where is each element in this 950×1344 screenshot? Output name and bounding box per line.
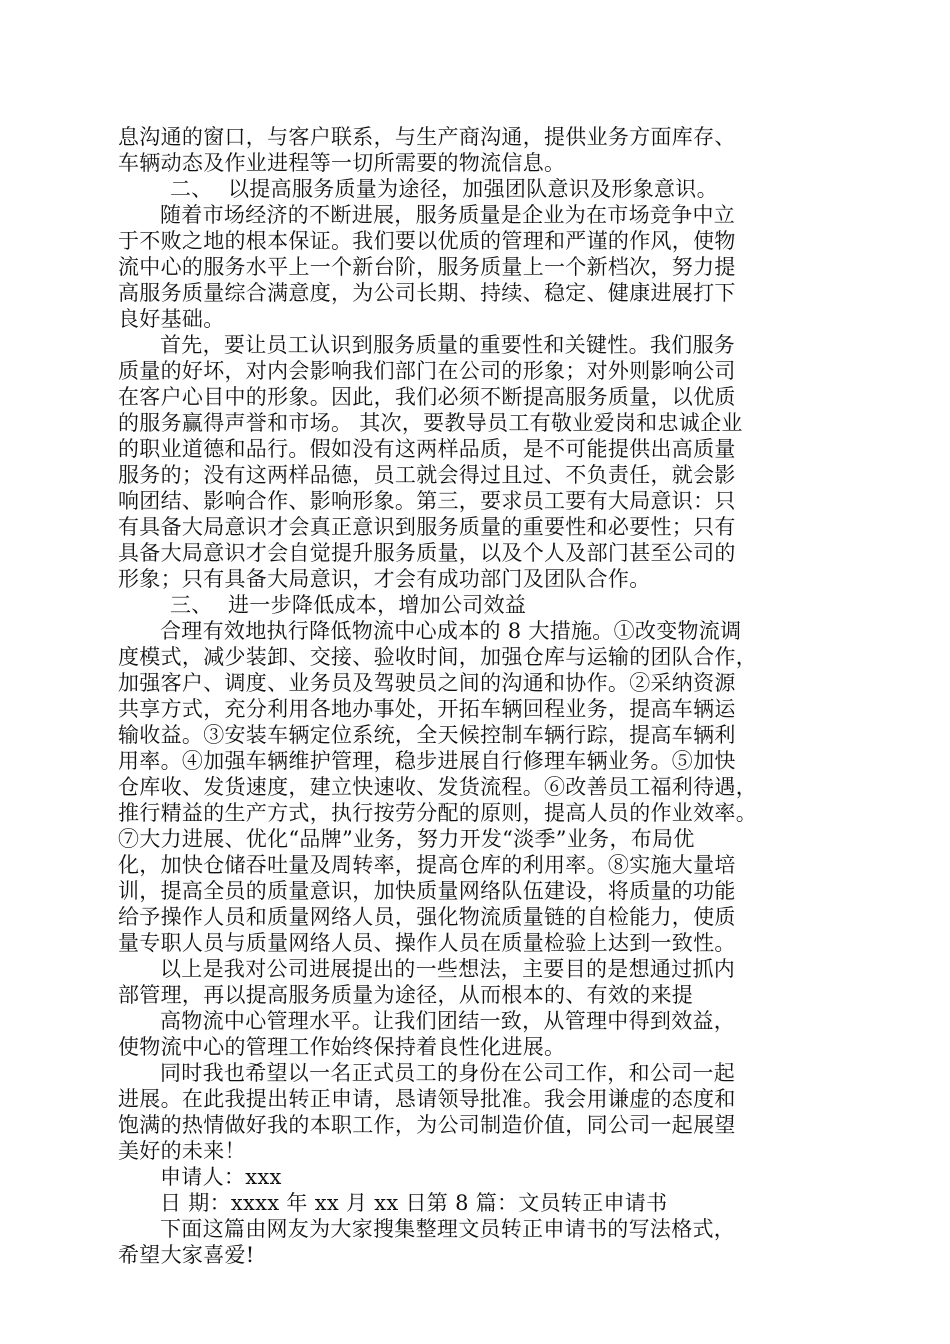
paragraph-line: 在客户心目中的形象。因此，我们必须不断提高服务质量，以优质 <box>118 385 736 409</box>
paragraph-line: 的职业道德和品行。假如没有这两样品质，是不可能提供出高质量 <box>118 437 736 461</box>
paragraph-line: 具备大局意识才会自觉提升服务质量，以及个人及部门甚至公司的 <box>118 541 736 565</box>
paragraph-first-line: 合理有效地执行降低物流中心成本的 8 大措施。①改变物流调 <box>160 619 742 643</box>
paragraph-line: 响团结、影响合作、影响形象。第三，要求员工要有大局意识：只 <box>118 489 736 513</box>
paragraph-line: 进展。在此我提出转正申请，恳请领导批准。我会用谦虚的态度和 <box>118 1087 736 1111</box>
paragraph-line: 给予操作人员和质量网络人员，强化物流质量链的自检能力，使质 <box>118 905 736 929</box>
section-heading-text: 进一步降低成本，增加公司效益 <box>228 593 527 617</box>
paragraph-first-line: 以上是我对公司进展提出的一些想法，主要目的是想通过抓内 <box>160 957 736 981</box>
paragraph-line: 流中心的服务水平上一个新台阶，服务质量上一个新档次，努力提 <box>118 255 736 279</box>
paragraph-line: 美好的未来！ <box>118 1139 246 1163</box>
paragraph-line: 服务的；没有这两样品德，员工就会得过且过、不负责任，就会影 <box>118 463 736 487</box>
section-number: 二、 <box>170 177 213 201</box>
paragraph-line: 加强客户、调度、业务员及驾驶员之间的沟通和协作。②采纳资源 <box>118 671 736 695</box>
paragraph-line: 高服务质量综合满意度，为公司长期、持续、稳定、健康进展打下 <box>118 281 736 305</box>
paragraph-first-line: 同时我也希望以一名正式员工的身份在公司工作，和公司一起 <box>160 1061 736 1085</box>
paragraph-line: 量专职人员与质量网络人员、操作人员在质量检验上达到一致性。 <box>118 931 736 955</box>
paragraph-line: 化，加快仓储吞吐量及周转率，提高仓库的利用率。⑧实施大量培 <box>118 853 736 877</box>
paragraph-line: 形象；只有具备大局意识，才会有成功部门及团队合作。 <box>118 567 651 591</box>
paragraph-line: 的服务赢得声誉和市场。 其次，要教导员工有敬业爱岗和忠诚企业 <box>118 411 743 435</box>
paragraph-line: 饱满的热情做好我的本职工作，为公司制造价值，同公司一起展望 <box>118 1113 736 1137</box>
paragraph-line: 使物流中心的管理工作始终保持着良性化进展。 <box>118 1035 566 1059</box>
section-number: 三、 <box>170 593 213 617</box>
paragraph-line: 训，提高全员的质量意识，加快质量网络队伍建设，将质量的功能 <box>118 879 736 903</box>
paragraph-line: 共享方式，充分利用各地办事处，开拓车辆回程业务，提高车辆运 <box>118 697 736 721</box>
paragraph-line: 有具备大局意识才会真正意识到服务质量的重要性和必要性；只有 <box>118 515 736 539</box>
paragraph-line: 仓库收、发货速度，建立快速收、发货流程。⑥改善员工福利待遇， <box>118 775 757 799</box>
paragraph-line: 质量的好坏，对内会影响我们部门在公司的形象；对外则影响公司 <box>118 359 736 383</box>
paragraph-first-line: 随着市场经济的不断进展，服务质量是企业为在市场竞争中立 <box>160 203 736 227</box>
paragraph-line: 希望大家喜爱! <box>118 1243 255 1267</box>
paragraph-first-line: 首先，要让员工认识到服务质量的重要性和关键性。我们服务 <box>160 333 736 357</box>
paragraph-line: 推行精益的生产方式，执行按劳分配的原则，提高人员的作业效率。 <box>118 801 757 825</box>
paragraph-line: 于不败之地的根本保证。我们要以优质的管理和严谨的作风，使物 <box>118 229 736 253</box>
section-heading-text: 以提高服务质量为途径，加强团队意识及形象意识。 <box>228 177 718 201</box>
paragraph-line: 输收益。③安装车辆定位系统，全天候控制车辆行踪，提高车辆利 <box>118 723 736 747</box>
paragraph-line: 部管理，再以提高服务质量为途径，从而根本的、有效的来提 <box>118 983 694 1007</box>
paragraph-first-line: 下面这篇由网友为大家搜集整理文员转正申请书的写法格式， <box>160 1217 736 1241</box>
section-heading <box>118 176 818 202</box>
paragraph-first-line: 高物流中心管理水平。让我们团结一致，从管理中得到效益， <box>160 1009 736 1033</box>
paragraph-line: ⑦大力进展、优化“品牌”业务，努力开发“淡季”业务，布局优 <box>118 827 695 851</box>
paragraph-first-line: 日 期：xxxx 年 xx 月 xx 日第 8 篇：文员转正申请书 <box>160 1191 668 1215</box>
paragraph-line: 用率。④加强车辆维护管理，稳步进展自行修理车辆业务。⑤加快 <box>118 749 736 773</box>
section-heading <box>118 592 818 618</box>
paragraph-line: 度模式，减少装卸、交接、验收时间，加强仓库与运输的团队合作， <box>118 645 757 669</box>
paragraph-line: 息沟通的窗口，与客户联系，与生产商沟通，提供业务方面库存、 <box>118 125 736 149</box>
paragraph-first-line: 申请人：xxx <box>160 1165 282 1189</box>
paragraph-line: 车辆动态及作业进程等一切所需要的物流信息。 <box>118 151 566 175</box>
paragraph-line: 良好基础。 <box>118 307 225 331</box>
document-body <box>118 124 818 1268</box>
